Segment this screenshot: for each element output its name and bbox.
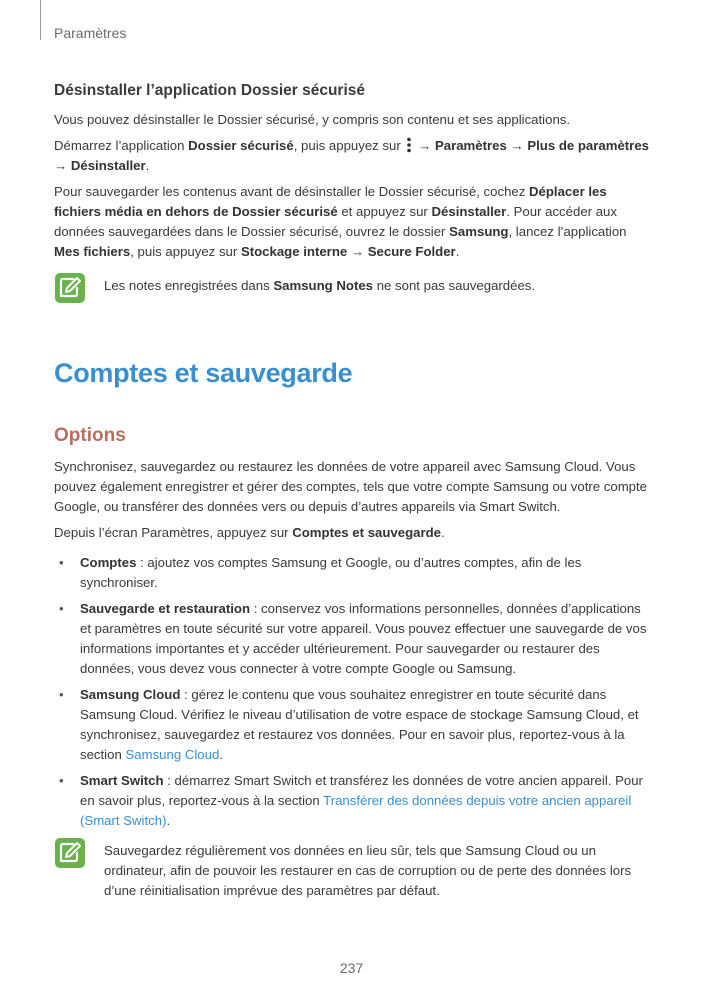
list-item: • Smart Switch : démarrez Smart Switch et transférez les données de votre ancien appareil. Pour en savoir plus, reportez-vous à la section Transférer des données depuis votre ancien appareil (Smart Switch). [59,773,643,828]
section-title: Comptes et sauvegarde [54,358,353,388]
header-divider [40,0,41,40]
list-item: • Sauvegarde et restauration : conservez vos informations personnelles, données d’applications et paramètres en toute sécurité sur votre appareil. Vous pouvez effectuer une sauvegarde de vos informations importantes et y accéder ultérieurement. Pour sauvegarder ou restaurer des données, vous devez vous connecter à votre compte Google ou Samsung. [59,601,647,676]
uninstall-paragraph-2: Démarrez l’application Dossier sécurisé, puis appuyez sur → Paramètres → Plus de paramètres → Désinstaller. [54,138,649,173]
samsung-cloud-link[interactable]: Samsung Cloud [125,747,220,762]
page-number: 237 [339,960,364,976]
list-item: • Comptes : ajoutez vos comptes Samsung et Google, ou d’autres comptes, afin de les synchroniser. [59,555,582,590]
more-options-icon [404,137,414,153]
uninstall-paragraph-1: Vous pouvez désinstaller le Dossier sécurisé, y compris son contenu et ses applications. [54,112,571,127]
note-icon [54,837,86,869]
note-text: Les notes enregistrées dans Samsung Notes ne sont pas sauvegardées. [104,278,536,293]
note-text: Sauvegardez régulièrement vos données en lieu sûr, tels que Samsung Cloud ou un ordinateur, afin de pouvoir les restaurer en cas de corruption ou de perte des données lors d’une réinitialisation imprévue des paramètres par défaut. [104,843,632,898]
note-samsung-notes [54,276,650,304]
list-item: • Samsung Cloud : gérez le contenu que vous souhaitez enregistrer en toute sécurité dans Samsung Cloud. Vérifiez le niveau d’utilisation de votre espace de stockage Samsung Cloud, et synchronisez, sauvegardez et restaurez vos données. Pour en savoir plus, reportez-vous à la section Samsung Cloud. [59,687,639,762]
uninstall-paragraph-3: Pour sauvegarder les contenus avant de désinstaller le Dossier sécurisé, cochez Déplacer les fichiers média en dehors de Dossier sécurisé et appuyez sur Désinstaller. Pour accéder aux données sauvegardées dans le Dossier sécurisé, ouvrez le dossier Samsung, lancez l’application Mes fichiers, puis appuyez sur Stockage interne → Secure Folder. [54,184,627,259]
subsection-title: Options [54,425,126,446]
note-icon [54,272,86,304]
accounts-intro: Synchronisez, sauvegardez ou restaurez les données de votre appareil avec Samsung Cloud. Vous pouvez également enregistrer et gérer des comptes, tels que votre compte Samsung ou votre compte Google, ou transférer des données vers ou depuis d’autres appareils via Smart Switch. [54,459,648,514]
smart-switch-link[interactable]: Transférer des données depuis votre ancien appareil (Smart Switch) [80,793,632,828]
accounts-launch: Depuis l’écran Paramètres, appuyez sur Comptes et sauvegarde. [54,525,445,540]
uninstall-heading: Désinstaller l’application Dossier sécurisé [54,82,365,99]
running-header: Paramètres [54,25,127,41]
note-backup [54,841,650,901]
page-content [54,82,650,901]
options-list [54,553,650,831]
